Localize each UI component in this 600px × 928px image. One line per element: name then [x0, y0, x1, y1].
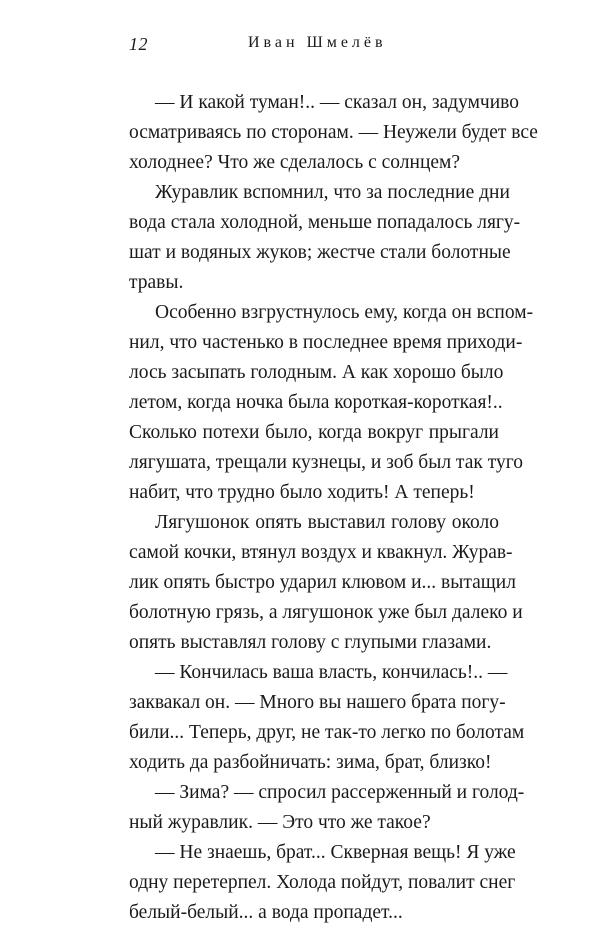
- body-text: [129, 88, 538, 928]
- text-line: лось засыпать голодным. А как хорошо было: [129, 362, 504, 383]
- text-line: — И какой туман!.. — сказал он, задумчиво: [155, 92, 519, 113]
- text-line: Особенно взгрустнулось ему, когда он вспом-: [155, 302, 534, 323]
- text-line: белый-белый... а вода пропадет...: [129, 902, 403, 923]
- text-line: одну перетерпел. Холода пойдут, повалит снег: [129, 872, 516, 893]
- text-line: набит, что трудно было ходить! А теперь!: [129, 482, 475, 503]
- text-line: ный журавлик. — Это что же такое?: [129, 812, 431, 833]
- running-head: [129, 34, 499, 58]
- text-line: ходить да разбойничать: зима, брат, близко!: [129, 752, 492, 773]
- text-line: били... Теперь, друг, не так-то легко по болотам: [129, 722, 525, 743]
- text-line: лик опять быстро ударил клювом и... вытащил: [129, 572, 516, 593]
- text-line: самой кочки, втянул воздух и квакнул. Журав-: [129, 542, 513, 563]
- text-line: опять выставлял голову с глупыми глазами.: [129, 632, 492, 653]
- text-line: шат и водяных жуков; жестче стали болотные: [129, 242, 511, 263]
- text-line: заквакал он. — Много вы нашего брата погу-: [129, 692, 506, 713]
- text-line: нил, что частенько в последнее время приходи-: [129, 332, 523, 353]
- page-number: 12: [129, 34, 148, 54]
- text-line: холоднее? Что же сделалось с солнцем?: [129, 152, 461, 173]
- text-line: Журавлик вспомнил, что за последние дни: [155, 182, 510, 203]
- text-line: лягушата, трещали кузнецы, и зоб был так туго: [129, 452, 523, 473]
- text-line: летом, когда ночка была короткая-короткая!..: [129, 392, 503, 413]
- text-line: — Кончилась ваша власть, кончилась!.. —: [155, 662, 508, 683]
- text-line: осматриваясь по сторонам. — Неужели будет все: [129, 122, 538, 143]
- text-line: — Не знаешь, брат... Скверная вещь! Я уже: [155, 842, 516, 863]
- text-line: вода стала холодной, меньше попадалось лягу-: [129, 212, 521, 233]
- author-name: Иван Шмелёв: [248, 34, 387, 51]
- text-line: Сколько потехи было, когда вокруг прыгали: [129, 422, 499, 443]
- text-line: болотную грязь, а лягушонок уже был далеко и: [129, 602, 523, 623]
- text-line: травы.: [129, 272, 184, 293]
- text-line: Лягушонок опять выставил голову около: [155, 512, 499, 533]
- text-line: — Зима? — спросил рассерженный и голод-: [155, 782, 525, 803]
